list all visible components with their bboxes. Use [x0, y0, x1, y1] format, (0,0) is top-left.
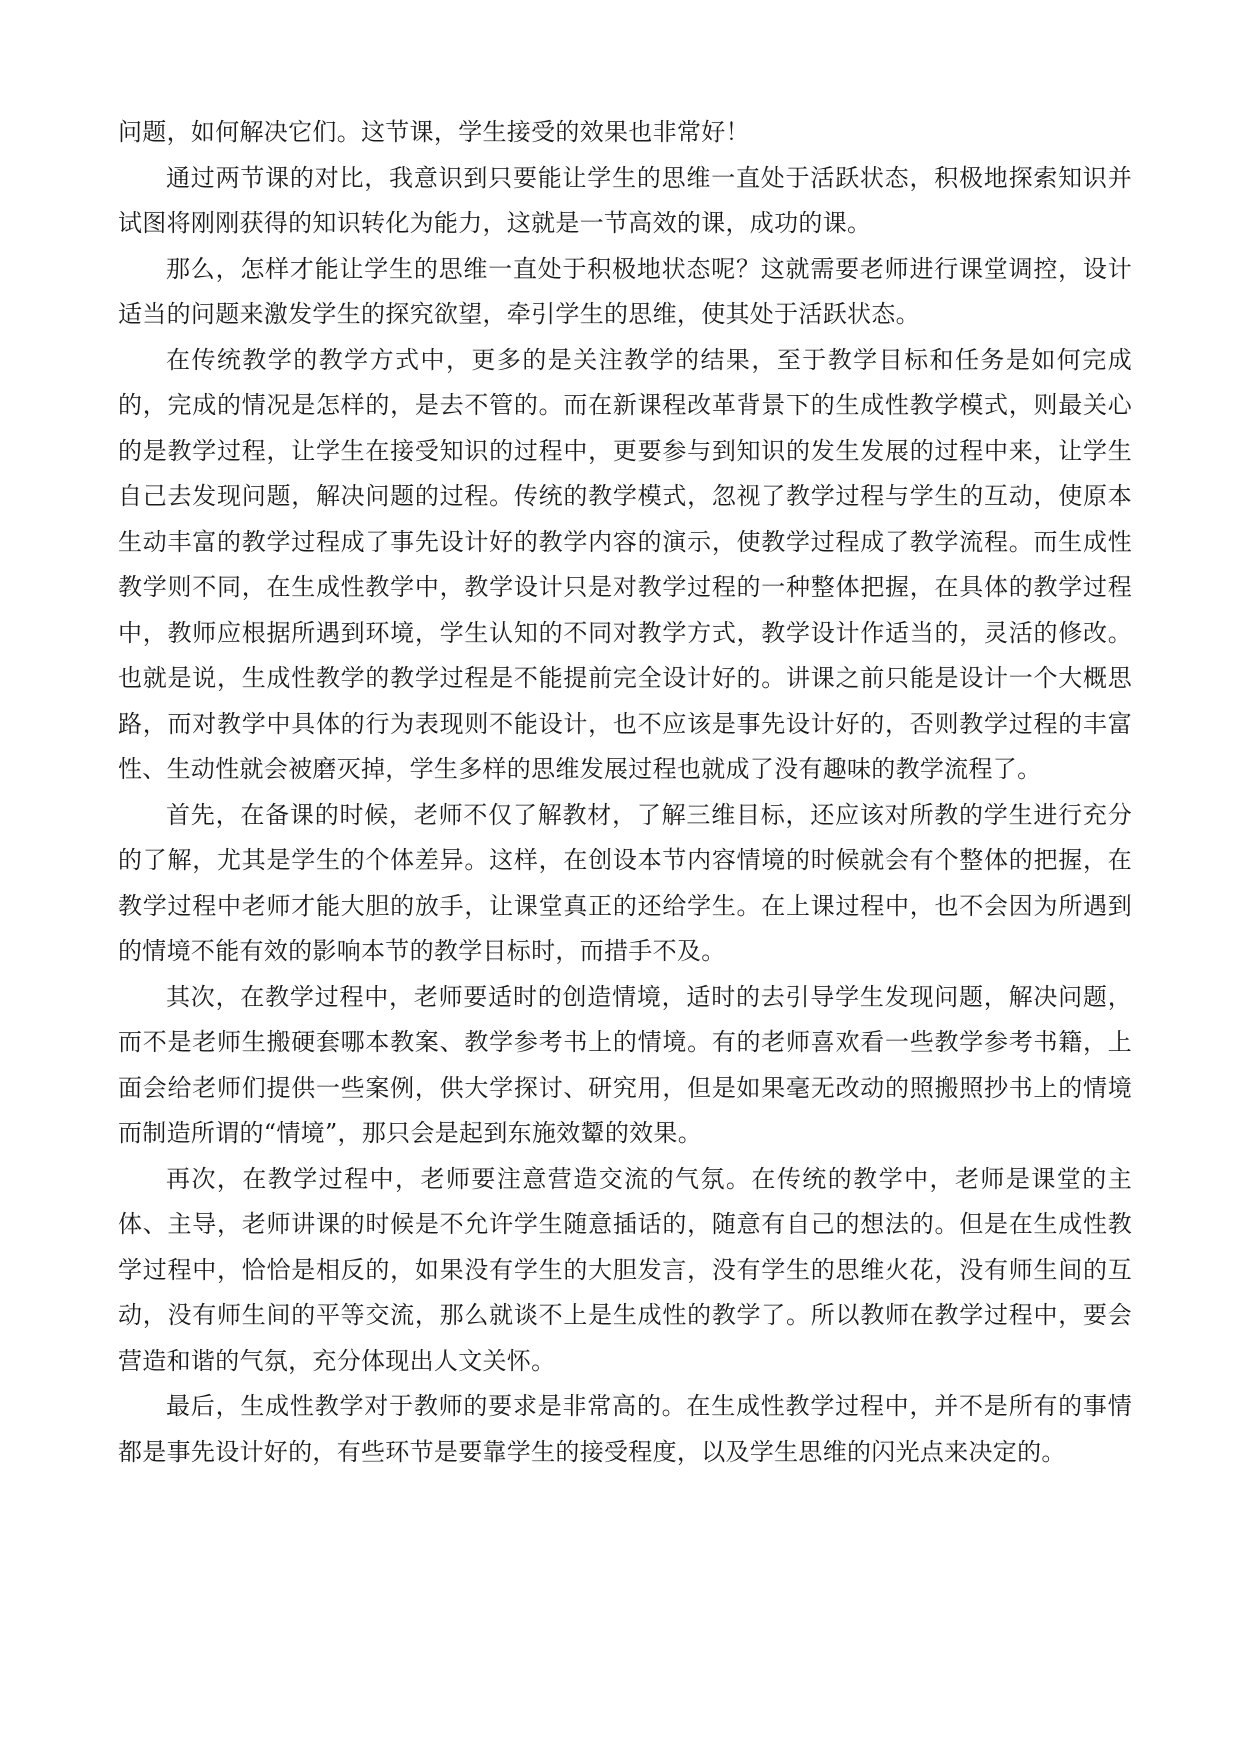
body-text	[118, 110, 1132, 1475]
paragraph-first: 首先，在备课的时候，老师不仅了解教材，了解三维目标，还应该对所教的学生进行充分的了解，尤其是学生的个体差异。这样，在创设本节内容情境的时候就会有个整体的把握，在教学过程中老师才能大胆的放手，让课堂真正的还给学生。在上课过程中，也不会因为所遇到的情境不能有效的影响本节的教学目标时，而措手不及。	[118, 800, 1132, 965]
paragraph-second: 其次，在教学过程中，老师要适时的创造情境，适时的去引导学生发现问题，解决问题，而不是老师生搬硬套哪本教案、教学参考书上的情境。有的老师喜欢看一些教学参考书籍，上面会给老师们提供一些案例，供大学探讨、研究用，但是如果毫无改动的照搬照抄书上的情境而制造所谓的“情境”，那只会是起到东施效颦的效果。	[118, 982, 1132, 1147]
paragraph-traditional-vs-generative: 在传统教学的教学方式中，更多的是关注教学的结果，至于教学目标和任务是如何完成的，完成的情况是怎样的，是去不管的。而在新课程改革背景下的生成性教学模式，则最关心的是教学过程，让学生在接受知识的过程中，更要参与到知识的发生发展的过程中来，让学生自己去发现问题，解决问题的过程。传统的教学模式，忽视了教学过程与学生的互动，使原本生动丰富的教学过程成了事先设计好的教学内容的演示，使教学过程成了教学流程。而生成性教学则不同，在生成性教学中，教学设计只是对教学过程的一种整体把握，在具体的教学过程中，教师应根据所遇到环境，学生认知的不同对教学方式，教学设计作适当的，灵活的修改。也就是说，生成性教学的教学过程是不能提前完全设计好的。讲课之前只能是设计一个大概思路，而对教学中具体的行为表现则不能设计，也不应该是事先设计好的，否则教学过程的丰富性、生动性就会被磨灭掉，学生多样的思维发展过程也就成了没有趣味的教学流程了。	[118, 345, 1132, 783]
paragraph-last: 最后，生成性教学对于教师的要求是非常高的。在生成性教学过程中，并不是所有的事情都是事先设计好的，有些环节是要靠学生的接受程度，以及学生思维的闪光点来决定的。	[118, 1392, 1132, 1466]
paragraph-comparison: 通过两节课的对比，我意识到只要能让学生的思维一直处于活跃状态，积极地探索知识并试图将刚刚获得的知识转化为能力，这就是一节高效的课，成功的课。	[118, 163, 1132, 237]
paragraph-third: 再次，在教学过程中，老师要注意营造交流的气氛。在传统的教学中，老师是课堂的主体、主导，老师讲课的时候是不允许学生随意插话的，随意有自己的想法的。但是在生成性教学过程中，恰恰是相反的，如果没有学生的大胆发言，没有学生的思维火花，没有师生间的互动，没有师生间的平等交流，那么就谈不上是生成性的教学了。所以教师在教学过程中，要会营造和谐的气氛，充分体现出人文关怀。	[118, 1164, 1132, 1375]
paragraph-continuation: 问题，如何解决它们。这节课，学生接受的效果也非常好！	[118, 118, 750, 146]
paragraph-question: 那么，怎样才能让学生的思维一直处于积极地状态呢？这就需要老师进行课堂调控，设计适当的问题来激发学生的探究欲望，牵引学生的思维，使其处于活跃状态。	[118, 254, 1132, 328]
